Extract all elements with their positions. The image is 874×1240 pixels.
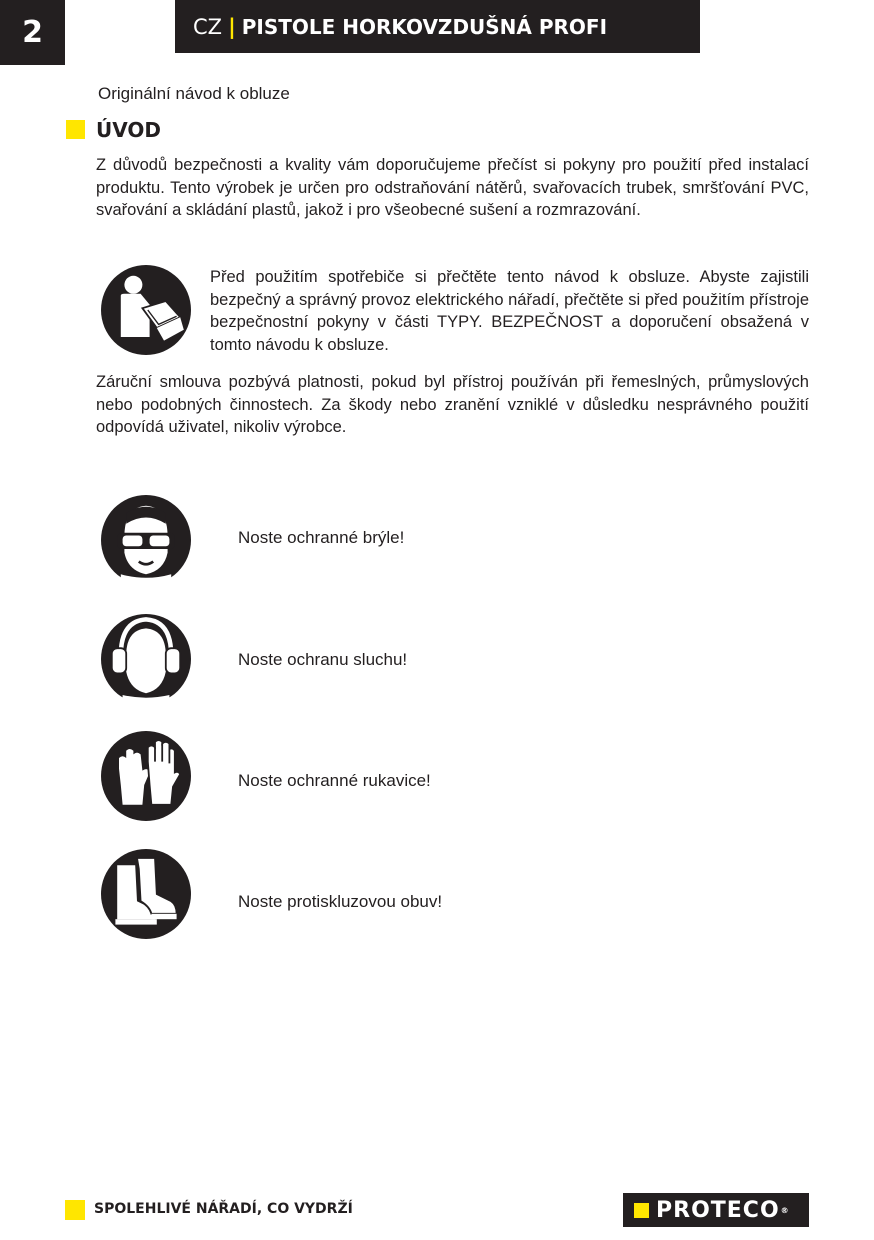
ppe-text-hearing: Noste ochranu sluchu! — [238, 650, 408, 669]
proteco-logo — [623, 1193, 809, 1227]
logo-registered-mark: ® — [780, 1205, 789, 1215]
ppe-text-gloves: Noste ochranné rukavice! — [238, 771, 431, 790]
logo-text: PROTECO — [656, 1197, 780, 1223]
section-marker — [66, 120, 85, 139]
header-title-bar — [175, 0, 700, 53]
warranty-paragraph: Záruční smlouva pozbývá platnosti, pokud byl přístroj používán při řemeslných, průmyslových nebo podobných činnostech. Za škody nebo zranění vzniklé v důsledku nesprávného použití odpovídá uživatel, nikoliv výrobce. — [96, 373, 809, 436]
intro-paragraph: Z důvodů bezpečnosti a kvality vám doporučujeme přečíst si pokyny pro použití před instalací produktu. Tento výrobek je určen pro odstraňování nátěrů, svařovacích trubek, smršťování PVC, svařování a skládání plastů, jakož i pro všeobecné sušení a rozmrazování. — [96, 156, 809, 219]
footer-slogan: SPOLEHLIVÉ NÁŘADÍ, CO VYDRŽÍ — [94, 1201, 353, 1217]
ppe-text-glasses: Noste ochranné brýle! — [238, 528, 405, 547]
manual-notice-paragraph: Před použitím spotřebiče si přečtěte tento návod k obsluze. Abyste zajistili bezpečný a správný provoz elektrického nářadí, přečtěte si před použitím přístroje bezpečnostní pokyny v části TYPY. BEZPEČNOST a doporučení obsažená v tomto návodu k obsluze. — [210, 268, 809, 354]
title-separator: | — [228, 14, 236, 39]
ear-protection-icon — [101, 614, 191, 704]
document-subtitle: Originální návod k obluze — [98, 84, 290, 103]
ppe-text-boots: Noste protiskluzovou obuv! — [238, 892, 443, 911]
protective-gloves-icon — [101, 731, 191, 821]
read-manual-icon — [101, 265, 191, 355]
footer-marker — [65, 1200, 85, 1220]
logo-square — [634, 1203, 649, 1218]
safety-boots-icon — [101, 849, 191, 939]
product-title: PISTOLE HORKOVZDUŠNÁ PROFI — [241, 14, 608, 39]
language-code: CZ — [193, 14, 223, 39]
safety-glasses-icon — [101, 495, 191, 585]
page-number: 2 — [0, 0, 65, 65]
section-title: ÚVOD — [96, 118, 161, 142]
